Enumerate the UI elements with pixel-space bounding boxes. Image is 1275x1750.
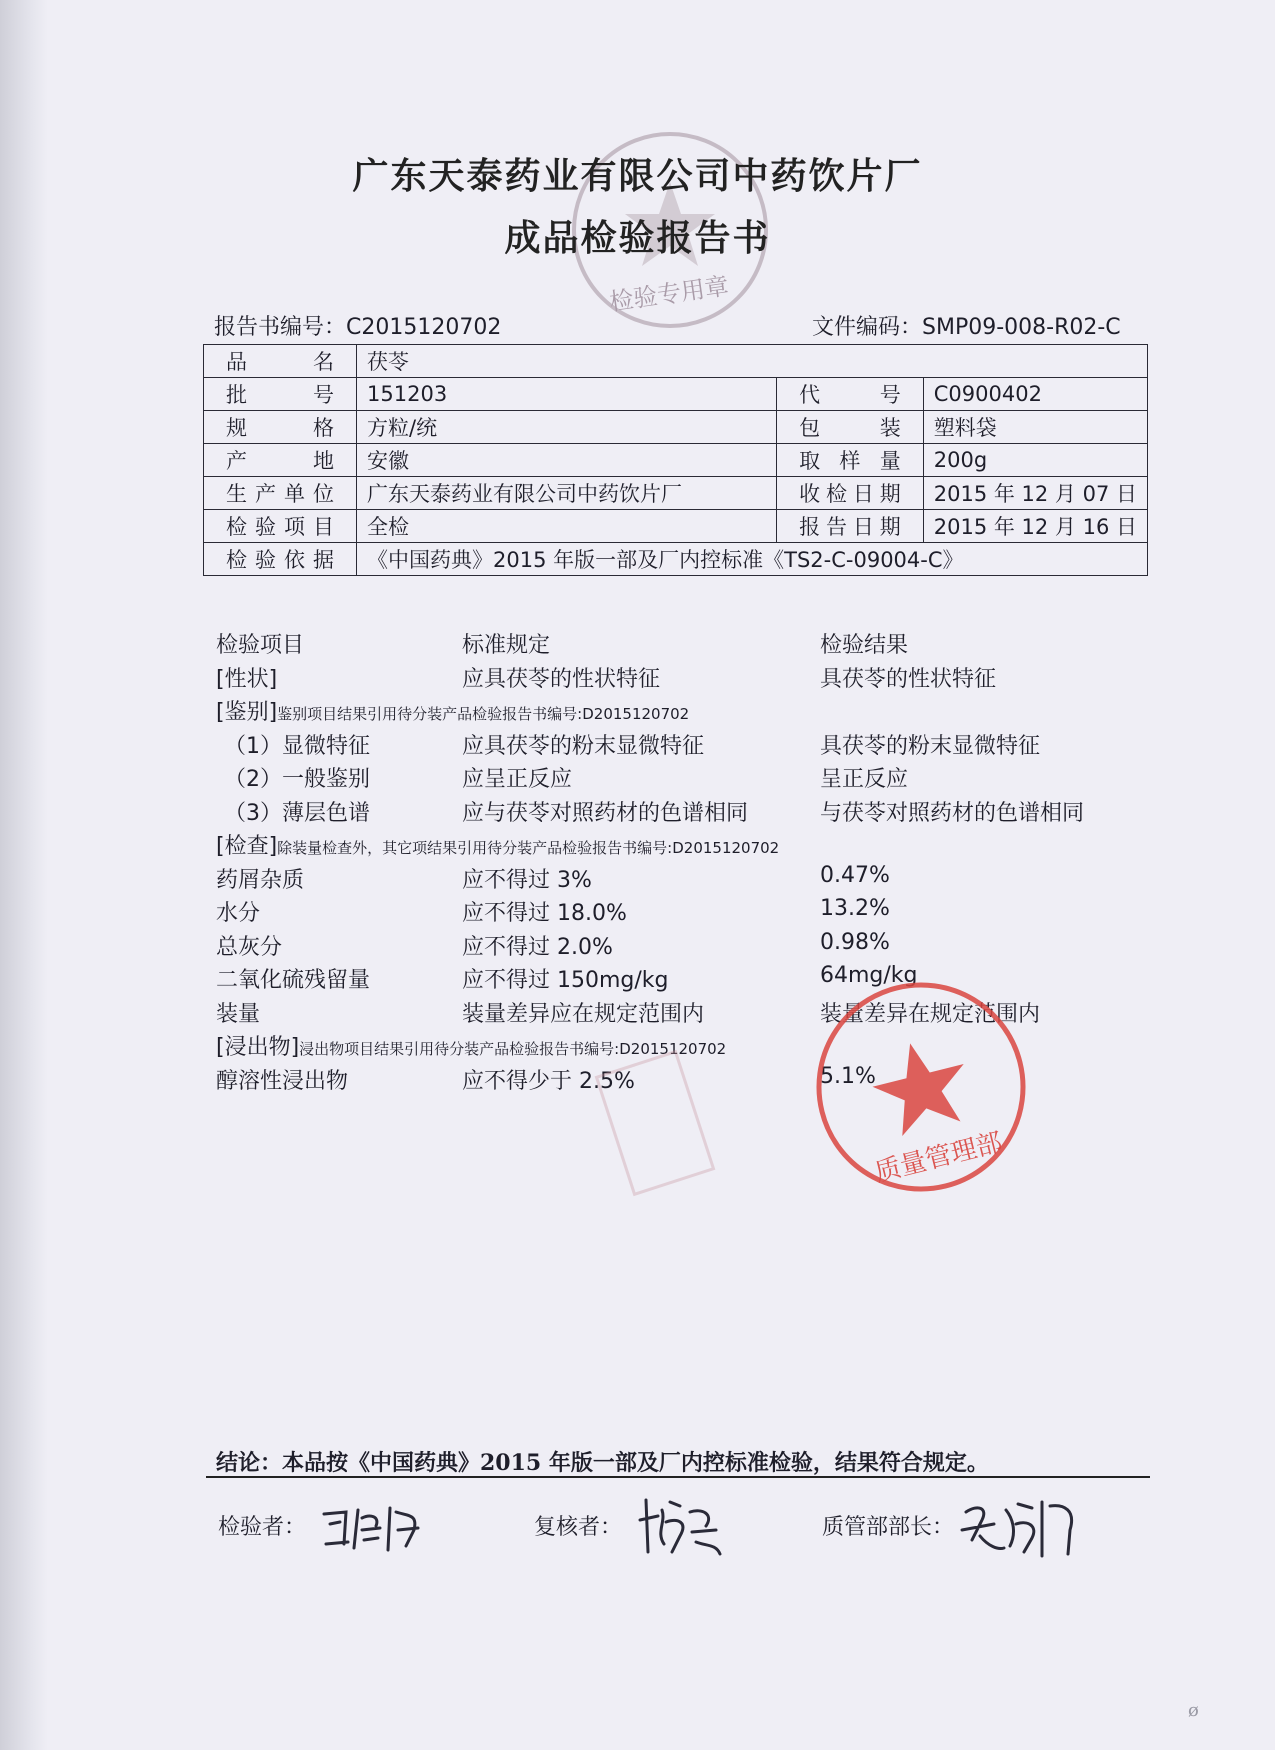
- result-item: 总灰分: [216, 934, 283, 960]
- qa-head-signature: [958, 1490, 1088, 1570]
- result-item: 醇溶性浸出物: [216, 1068, 349, 1094]
- cell-value: 151203: [357, 378, 777, 411]
- inspection-stamp-text: 检验专用章: [607, 271, 731, 317]
- table-row: [204, 477, 1148, 510]
- cell-value: 200g: [923, 444, 1147, 477]
- cell-value: 广东天泰药业有限公司中药饮片厂: [357, 477, 777, 510]
- corner-mark: ø: [1188, 1700, 1199, 1721]
- result-item: 水分: [216, 901, 261, 926]
- cell-label: 品名: [204, 345, 357, 378]
- cell-value: 全检: [357, 510, 777, 543]
- result-item: 二氧化硫残留量: [216, 968, 371, 993]
- col-header-item: 检验项目: [216, 633, 305, 658]
- cell-value: 茯苓: [357, 345, 1148, 378]
- cell-value: 安徽: [357, 444, 777, 477]
- result-value: 13.2%: [820, 896, 890, 921]
- result-row: [216, 930, 1136, 964]
- result-value: 具茯苓的性状特征: [820, 666, 997, 692]
- company-title: 广东天泰药业有限公司中药饮片厂: [352, 156, 923, 197]
- results-header: [216, 628, 1136, 662]
- cell-value: 塑料袋: [923, 411, 1147, 444]
- result-value: 装量差异在规定范围内: [820, 1001, 1041, 1027]
- section-heading: [216, 695, 1136, 729]
- table-row: [204, 444, 1148, 477]
- result-row: [216, 762, 1136, 796]
- cell-value: 《中国药典》2015 年版一部及厂内控标准《TS2-C-09004-C》: [357, 543, 1148, 576]
- product-info-table: [203, 344, 1148, 576]
- cell-value: 2015 年 12 月 07 日: [923, 477, 1147, 510]
- result-row: [216, 896, 1136, 930]
- result-standard: 应不得过 3%: [462, 867, 592, 893]
- result-item: （2）一般鉴别: [224, 767, 370, 792]
- result-standard: 装量差异应在规定范围内: [462, 1001, 705, 1027]
- report-title: 成品检验报告书: [504, 218, 771, 259]
- table-row: [204, 378, 1148, 411]
- cell-label: 报告日期: [777, 510, 924, 543]
- cell-label: 批号: [204, 378, 357, 411]
- inspector-signature: [318, 1500, 428, 1560]
- cell-label: 规格: [204, 411, 357, 444]
- result-item: （1）显微特征: [224, 733, 370, 759]
- result-value: 64mg/kg: [820, 963, 918, 988]
- file-code: 文件编码：SMP09-008-R02-C: [812, 315, 1121, 340]
- report-number: 报告书编号：C2015120702: [214, 315, 502, 340]
- conclusion: 结论：本品按《中国药典》2015 年版一部及厂内控标准检验，结果符合规定。: [216, 1450, 989, 1476]
- result-row: [216, 729, 1136, 763]
- cell-label: 产地: [204, 444, 357, 477]
- col-header-result: 检验结果: [820, 633, 909, 658]
- qa-head-label: 质管部部长：: [822, 1515, 955, 1540]
- result-standard: 应不得过 150mg/kg: [462, 968, 669, 993]
- result-item: [性状]: [216, 666, 278, 692]
- result-value: 0.47%: [820, 862, 890, 888]
- qa-stamp-text: 质量管理部: [871, 1127, 1006, 1189]
- result-value: 0.98%: [820, 929, 890, 955]
- cell-label: 取样量: [777, 444, 924, 477]
- section-title: [鉴别]: [216, 700, 278, 725]
- cell-value: C0900402: [923, 378, 1147, 411]
- section-note: 除装量检查外，其它项结果引用待分装产品检验报告书编号:D2015120702: [277, 839, 780, 857]
- result-standard: 应不得过 2.0%: [462, 934, 613, 960]
- cell-label: 生产单位: [204, 477, 357, 510]
- section-title: [浸出物]: [216, 1035, 300, 1060]
- result-value: 与茯苓对照药材的色谱相同: [820, 800, 1085, 826]
- table-row: [204, 510, 1148, 543]
- result-standard: 应不得少于 2.5%: [462, 1068, 635, 1094]
- section-note: 鉴别项目结果引用待分装产品检验报告书编号:D2015120702: [277, 705, 690, 723]
- divider: [206, 1476, 1150, 1478]
- cell-label: 检验项目: [204, 510, 357, 543]
- result-value: 具茯苓的粉末显微特征: [820, 733, 1041, 759]
- result-value: 5.1%: [820, 1063, 876, 1089]
- result-value: 呈正反应: [820, 767, 909, 792]
- table-row: [204, 345, 1148, 378]
- result-row: [216, 662, 1136, 696]
- result-item: 药屑杂质: [216, 867, 305, 893]
- section-note: 浸出物项目结果引用待分装产品检验报告书编号:D2015120702: [299, 1040, 727, 1058]
- result-standard: 应具茯苓的粉末显微特征: [462, 733, 705, 759]
- scan-edge-shadow: [0, 0, 48, 1750]
- table-row: [204, 543, 1148, 576]
- col-header-standard: 标准规定: [462, 633, 551, 658]
- cell-label: 包装: [777, 411, 924, 444]
- result-item: 装量: [216, 1001, 261, 1027]
- result-standard: 应与茯苓对照药材的色谱相同: [462, 800, 749, 826]
- section-title: [检查]: [216, 834, 278, 859]
- cell-label: 代号: [777, 378, 924, 411]
- cell-value: 2015 年 12 月 16 日: [923, 510, 1147, 543]
- result-standard: 应不得过 18.0%: [462, 901, 627, 926]
- reviewer-label: 复核者：: [534, 1515, 623, 1540]
- reviewer-signature: [636, 1492, 726, 1564]
- inspector-label: 检验者：: [218, 1515, 307, 1540]
- result-item: （3）薄层色谱: [224, 800, 370, 826]
- cell-label: 收检日期: [777, 477, 924, 510]
- result-row: [216, 796, 1136, 830]
- qa-department-stamp: [806, 972, 1036, 1202]
- result-standard: 应呈正反应: [462, 767, 573, 792]
- cell-value: 方粒/统: [357, 411, 777, 444]
- result-standard: 应具茯苓的性状特征: [462, 666, 661, 692]
- table-row: [204, 411, 1148, 444]
- section-heading: [216, 829, 1136, 863]
- result-row: [216, 863, 1136, 897]
- cell-label: 检验依据: [204, 543, 357, 576]
